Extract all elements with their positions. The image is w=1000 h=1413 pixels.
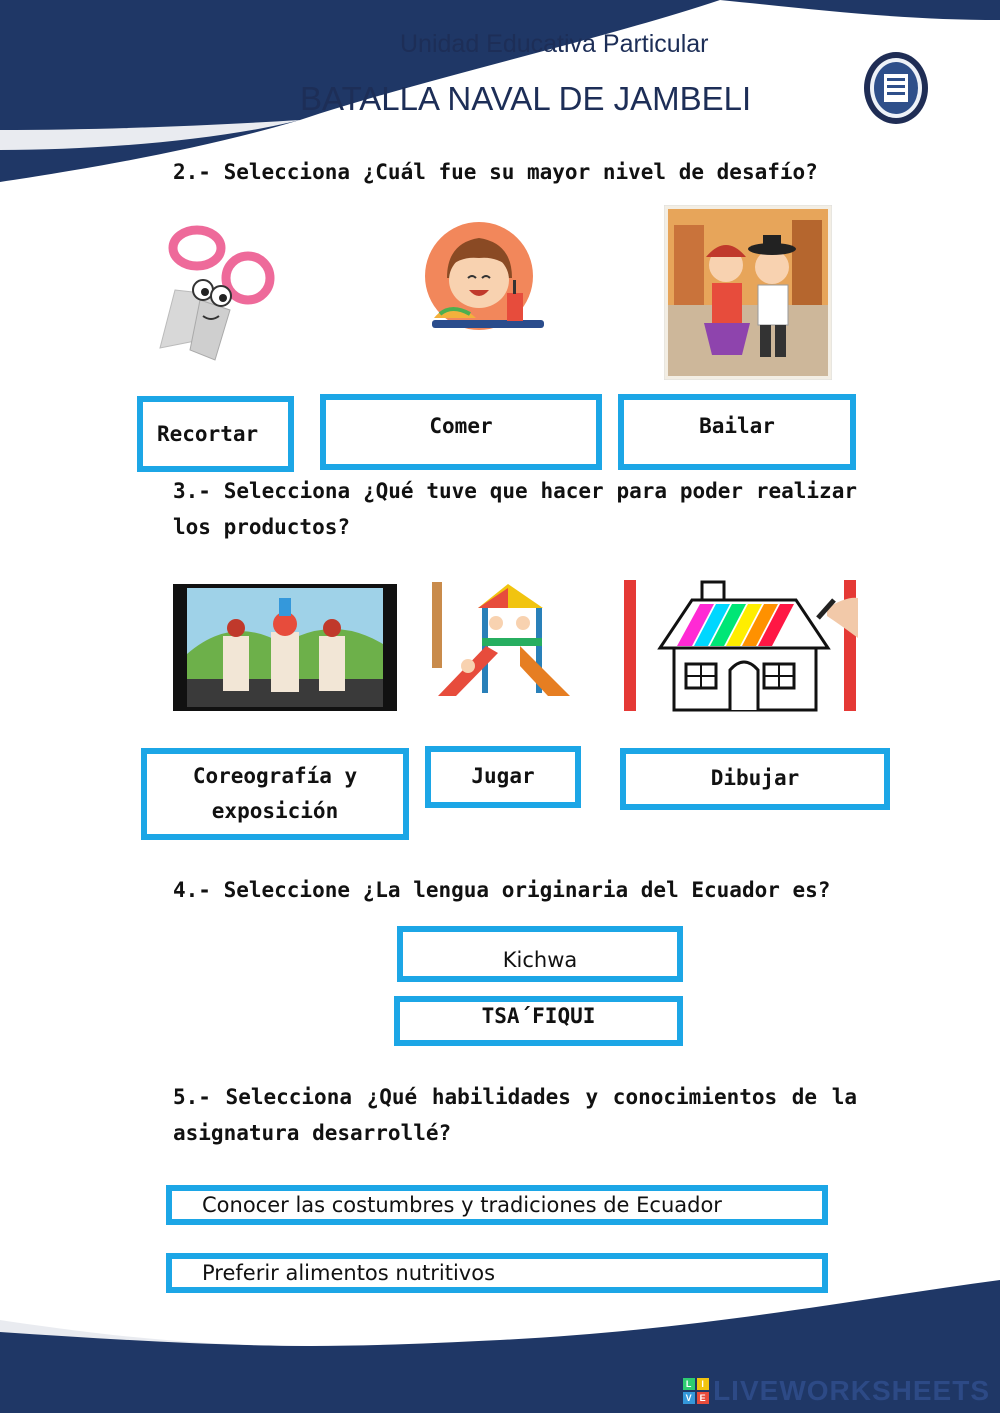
school-name: BATALLA NAVAL DE JAMBELI bbox=[300, 80, 752, 117]
playground-slide-icon bbox=[428, 578, 573, 703]
option-coreografia[interactable]: Coreografía y exposición bbox=[141, 748, 409, 840]
rainbow-house-icon bbox=[622, 578, 858, 713]
option-costumbres[interactable]: Conocer las costumbres y tradiciones de Ecuador bbox=[166, 1185, 828, 1225]
question-2: 2.- Selecciona ¿Cuál fue su mayor nivel de desafío? bbox=[173, 160, 818, 184]
option-alimentos[interactable]: Preferir alimentos nutritivos bbox=[166, 1253, 828, 1293]
question-4: 4.- Seleccione ¿La lengua originaria del Ecuador es? bbox=[173, 878, 831, 902]
boy-eating-icon bbox=[412, 218, 547, 338]
watermark bbox=[683, 1375, 990, 1407]
option-recortar[interactable]: Recortar bbox=[137, 396, 294, 472]
option-dibujar[interactable]: Dibujar bbox=[620, 748, 890, 810]
option-bailar[interactable]: Bailar bbox=[618, 394, 856, 470]
school-line: Unidad Educativa Particular bbox=[400, 30, 709, 58]
scissors-icon bbox=[145, 220, 280, 365]
option-tsafiqui[interactable]: TSA´FIQUI bbox=[394, 996, 683, 1046]
question-3: 3.- Selecciona ¿Qué tuve que hacer para poder realizar los productos? bbox=[173, 479, 857, 539]
option-jugar[interactable]: Jugar bbox=[425, 746, 581, 808]
school-seal-icon bbox=[862, 50, 930, 126]
dancing-couple-icon bbox=[664, 205, 832, 380]
choreography-photo bbox=[173, 584, 397, 711]
watermark-text: LIVEWORKSHEETS bbox=[713, 1375, 990, 1406]
watermark-logo-icon: L I V E bbox=[683, 1378, 709, 1404]
question-5: 5.- Selecciona ¿Qué habilidades y conocimientos de la asignatura desarrollé? bbox=[173, 1085, 857, 1145]
option-kichwa[interactable]: Kichwa bbox=[397, 926, 683, 982]
option-comer[interactable]: Comer bbox=[320, 394, 602, 470]
